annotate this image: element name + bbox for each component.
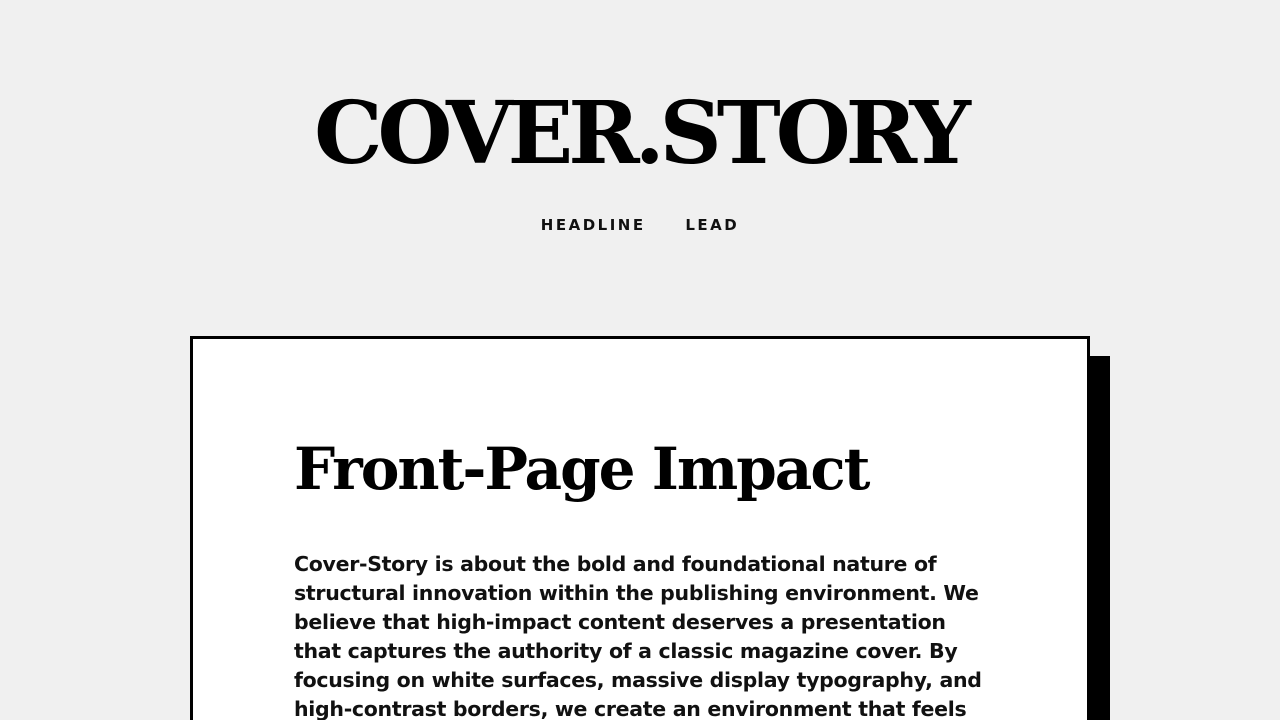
nav-link-headline[interactable]: HEADLINE xyxy=(540,216,646,234)
brand-logo[interactable]: COVER.STORY xyxy=(314,83,966,184)
site-header xyxy=(0,0,1280,300)
card-body-text: Cover-Story is about the bold and foundational nature of structural innovation within the publishing environment. We believe that high-impact content deserves a presentation that captures the authority of a classic magazine cover. By focusing on white surfaces, massive display typography, and high-contrast borders, we create an environment that feels xyxy=(294,552,982,720)
main-nav xyxy=(0,216,1280,234)
card-title: Front-Page Impact xyxy=(294,435,869,503)
feature-card xyxy=(190,336,1090,720)
nav-link-lead[interactable]: LEAD xyxy=(685,216,740,234)
